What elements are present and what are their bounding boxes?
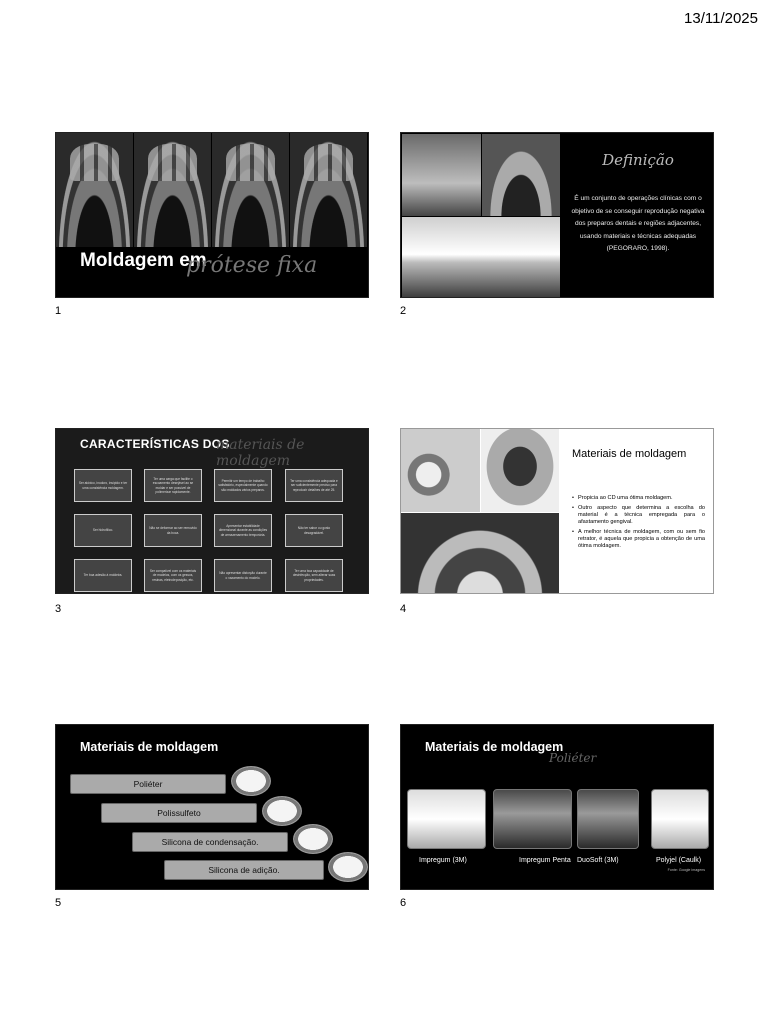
slide-1-script-subtitle: prótese fixa [186,253,318,278]
product-label: Impregum (3M) [419,857,467,864]
slide-4-title: Materiais de moldagem [572,448,687,460]
slide-2[interactable] [400,132,714,298]
characteristic-box: Ser hidrofílico. [74,514,132,547]
impression-photo [401,133,482,217]
characteristic-box: Ser atóxico, inodoro, insípido e ter uma consistência moldagem. [74,469,132,502]
characteristic-box: Ser compatível com os materiais de modelos, com os gessos, resinas, eletrodeposição, etc. [144,559,202,592]
dental-cast-image [212,133,290,247]
bullet-item: • Propicia ao CD uma ótima moldagem. [572,495,705,502]
slide-3[interactable] [55,428,369,594]
characteristic-box: Ter uma boa capacidade de desinfecção, sem alterar suas propriedades. [285,559,343,592]
material-product-image [262,796,302,826]
product-image [407,789,486,849]
slide-4[interactable] [400,428,714,594]
slide-3-title: CARACTERÍSTICAS DOS [80,437,230,451]
characteristic-box: Apresentar estabilidade dimensional durante as condições de armazenamento temporária. [214,514,272,547]
slide-2-number: 2 [400,305,407,317]
material-bar: Poliéter [70,774,226,794]
slide-6-title: Materiais de moldagem [425,740,564,754]
impression-tray-photo [481,429,559,512]
characteristic-box: Ter uma consistência adequada e ser suficientemente preciso para reproduzir detalhes de até 25. [285,469,343,502]
dental-cast-image [290,133,368,247]
product-image [577,789,639,849]
material-bar: Silicona de adição. [164,860,324,880]
characteristic-box: Permitir um tempo de trabalho satisfatório, especialmente quando são moldados vários preparos. [214,469,272,502]
slide-1-title: Moldagem em [80,250,207,271]
material-bar: Silicona de condensação. [132,832,288,852]
slide-1-image-strip [56,133,368,247]
product-image [493,789,572,849]
slide-6-script-subtitle: Poliéter [549,751,597,765]
dental-arch-photo [481,133,561,217]
slide-3-number: 3 [55,603,62,615]
characteristic-box: Não ter sabor ou gosto desagradável. [285,514,343,547]
slide-1-number: 1 [55,305,62,317]
material-bar: Polissulfeto [101,803,257,823]
slide-4-bullet-list [572,495,705,553]
material-product-image [293,824,333,854]
definition-heading: Definição [602,151,674,169]
definition-panel [561,133,714,298]
material-product-image [328,852,368,882]
slide-4-number: 4 [400,603,407,615]
slide-5-title: Materiais de moldagem [80,740,219,754]
slide-3-script-subtitle: materiais de moldagem [216,437,305,469]
slide-6[interactable] [400,724,714,890]
slide-5[interactable] [55,724,369,890]
slide-1[interactable] [55,132,369,298]
bullet-item: • A melhor técnica de moldagem, com ou sem fio retrator, é aquela que propicia a obtenção de uma ótima moldagem. [572,529,705,550]
characteristic-box: Não apresentar distorção durante o vazamento do modelo. [214,559,272,592]
slide-6-number: 6 [400,897,407,909]
dental-cast-image [56,133,134,247]
bullet-item: • Outro aspecto que determina a escolha do material é a técnica empregada para o afastamento gengival. [572,505,705,526]
teeth-photo [401,216,561,298]
print-date: 13/11/2025 [684,10,758,27]
product-label: Impregum Penta [519,857,571,864]
prepared-teeth-photo [401,429,480,512]
arch-impression-photo [401,513,559,594]
image-source-note: Fonte: Google imagens [667,868,705,872]
dental-cast-image [134,133,212,247]
definition-text: É um conjunto de operações clínicas com o objetivo de se conseguir reprodução negativa dos preparos dentais e regiões adjacentes, usando materiais e técnicas adequadas (PEGORARO, 1998). [571,195,705,252]
slide-5-number: 5 [55,897,62,909]
product-label: DuoSoft (3M) [577,857,619,864]
product-label: Polyjel (Caulk) [656,857,702,864]
characteristic-box: Ter boa adesão à moldeira. [74,559,132,592]
characteristic-box: Não se deformar ao ser removido da boca. [144,514,202,547]
product-image [651,789,709,849]
material-product-image [231,766,271,796]
characteristic-box: Ter uma carga que facilite o escoamento desejável ao se moldar e ser possível de polimerizar rapidamente. [144,469,202,502]
